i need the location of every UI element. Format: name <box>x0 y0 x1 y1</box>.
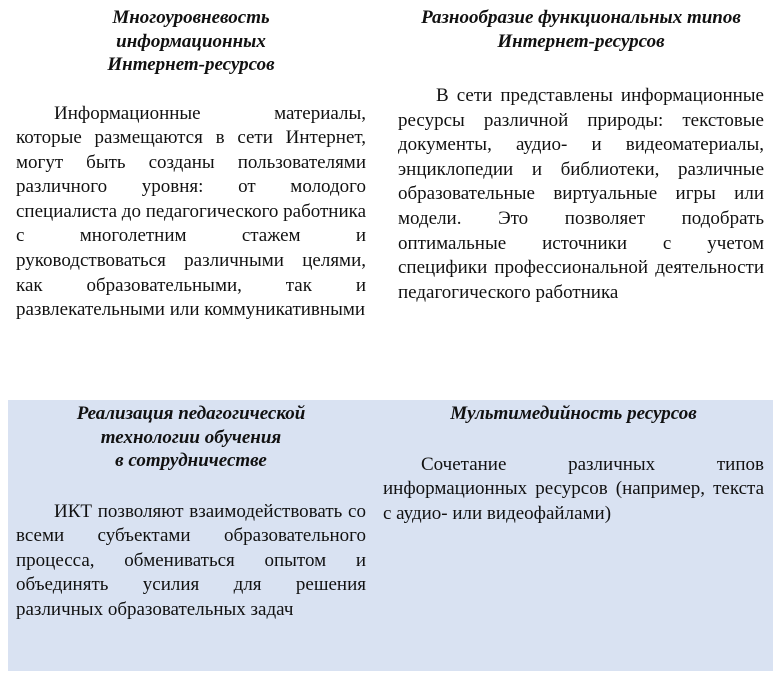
cell-heading <box>16 6 366 77</box>
heading-line: Интернет-ресурсов <box>107 54 275 75</box>
cell-body-text: Информационные материалы, которые размещаются в сети Интернет, могут быть созданы пользователями различного уровня: от молодого специалиста до педагогического работника с многолетним стажем и руководствоваться различными целями, как образовательными, так и развлекательными или коммуникативными <box>16 102 367 321</box>
heading-line: Многоуровневость <box>112 7 270 28</box>
heading-line: Реализация педагогической <box>76 403 306 424</box>
heading-line: Разнообразие функциональных типов <box>421 7 741 28</box>
heading-line: в сотрудничестве <box>115 450 267 471</box>
heading-line: информационных <box>116 30 266 52</box>
cell-body-text: В сети представлены информационные ресурсы различной природы: текстовые документы, аудио- и видеоматериалы, энциклопедии и библиотеки, различные образовательные виртуальные игры или модели. Это позволяет подобрать оптимальные источники с учетом специфики профессиональной деятельности педагогического работника <box>398 85 764 303</box>
cell-functional-types <box>398 6 764 305</box>
heading-line: технологии обучения <box>100 426 282 448</box>
cell-body-text: Сочетание различных типов информационных ресурсов (например, текста с аудио- или видеофайлами) <box>383 453 764 524</box>
cell-heading <box>383 402 764 426</box>
cell-multilevel-resources <box>16 6 366 323</box>
cell-body-text: ИКТ позволяют взаимодействовать со всеми субъектами образовательного процесса, обмениваться опытом и объединять усилия для решения различных образовательных задач <box>16 500 366 620</box>
heading-line: Мультимедийность ресурсов <box>450 403 697 424</box>
cell-multimedia <box>383 402 764 526</box>
cell-heading <box>398 6 764 53</box>
heading-line: Интернет-ресурсов <box>497 30 665 52</box>
cell-cooperative-learning <box>16 402 366 622</box>
cell-heading <box>16 402 366 473</box>
